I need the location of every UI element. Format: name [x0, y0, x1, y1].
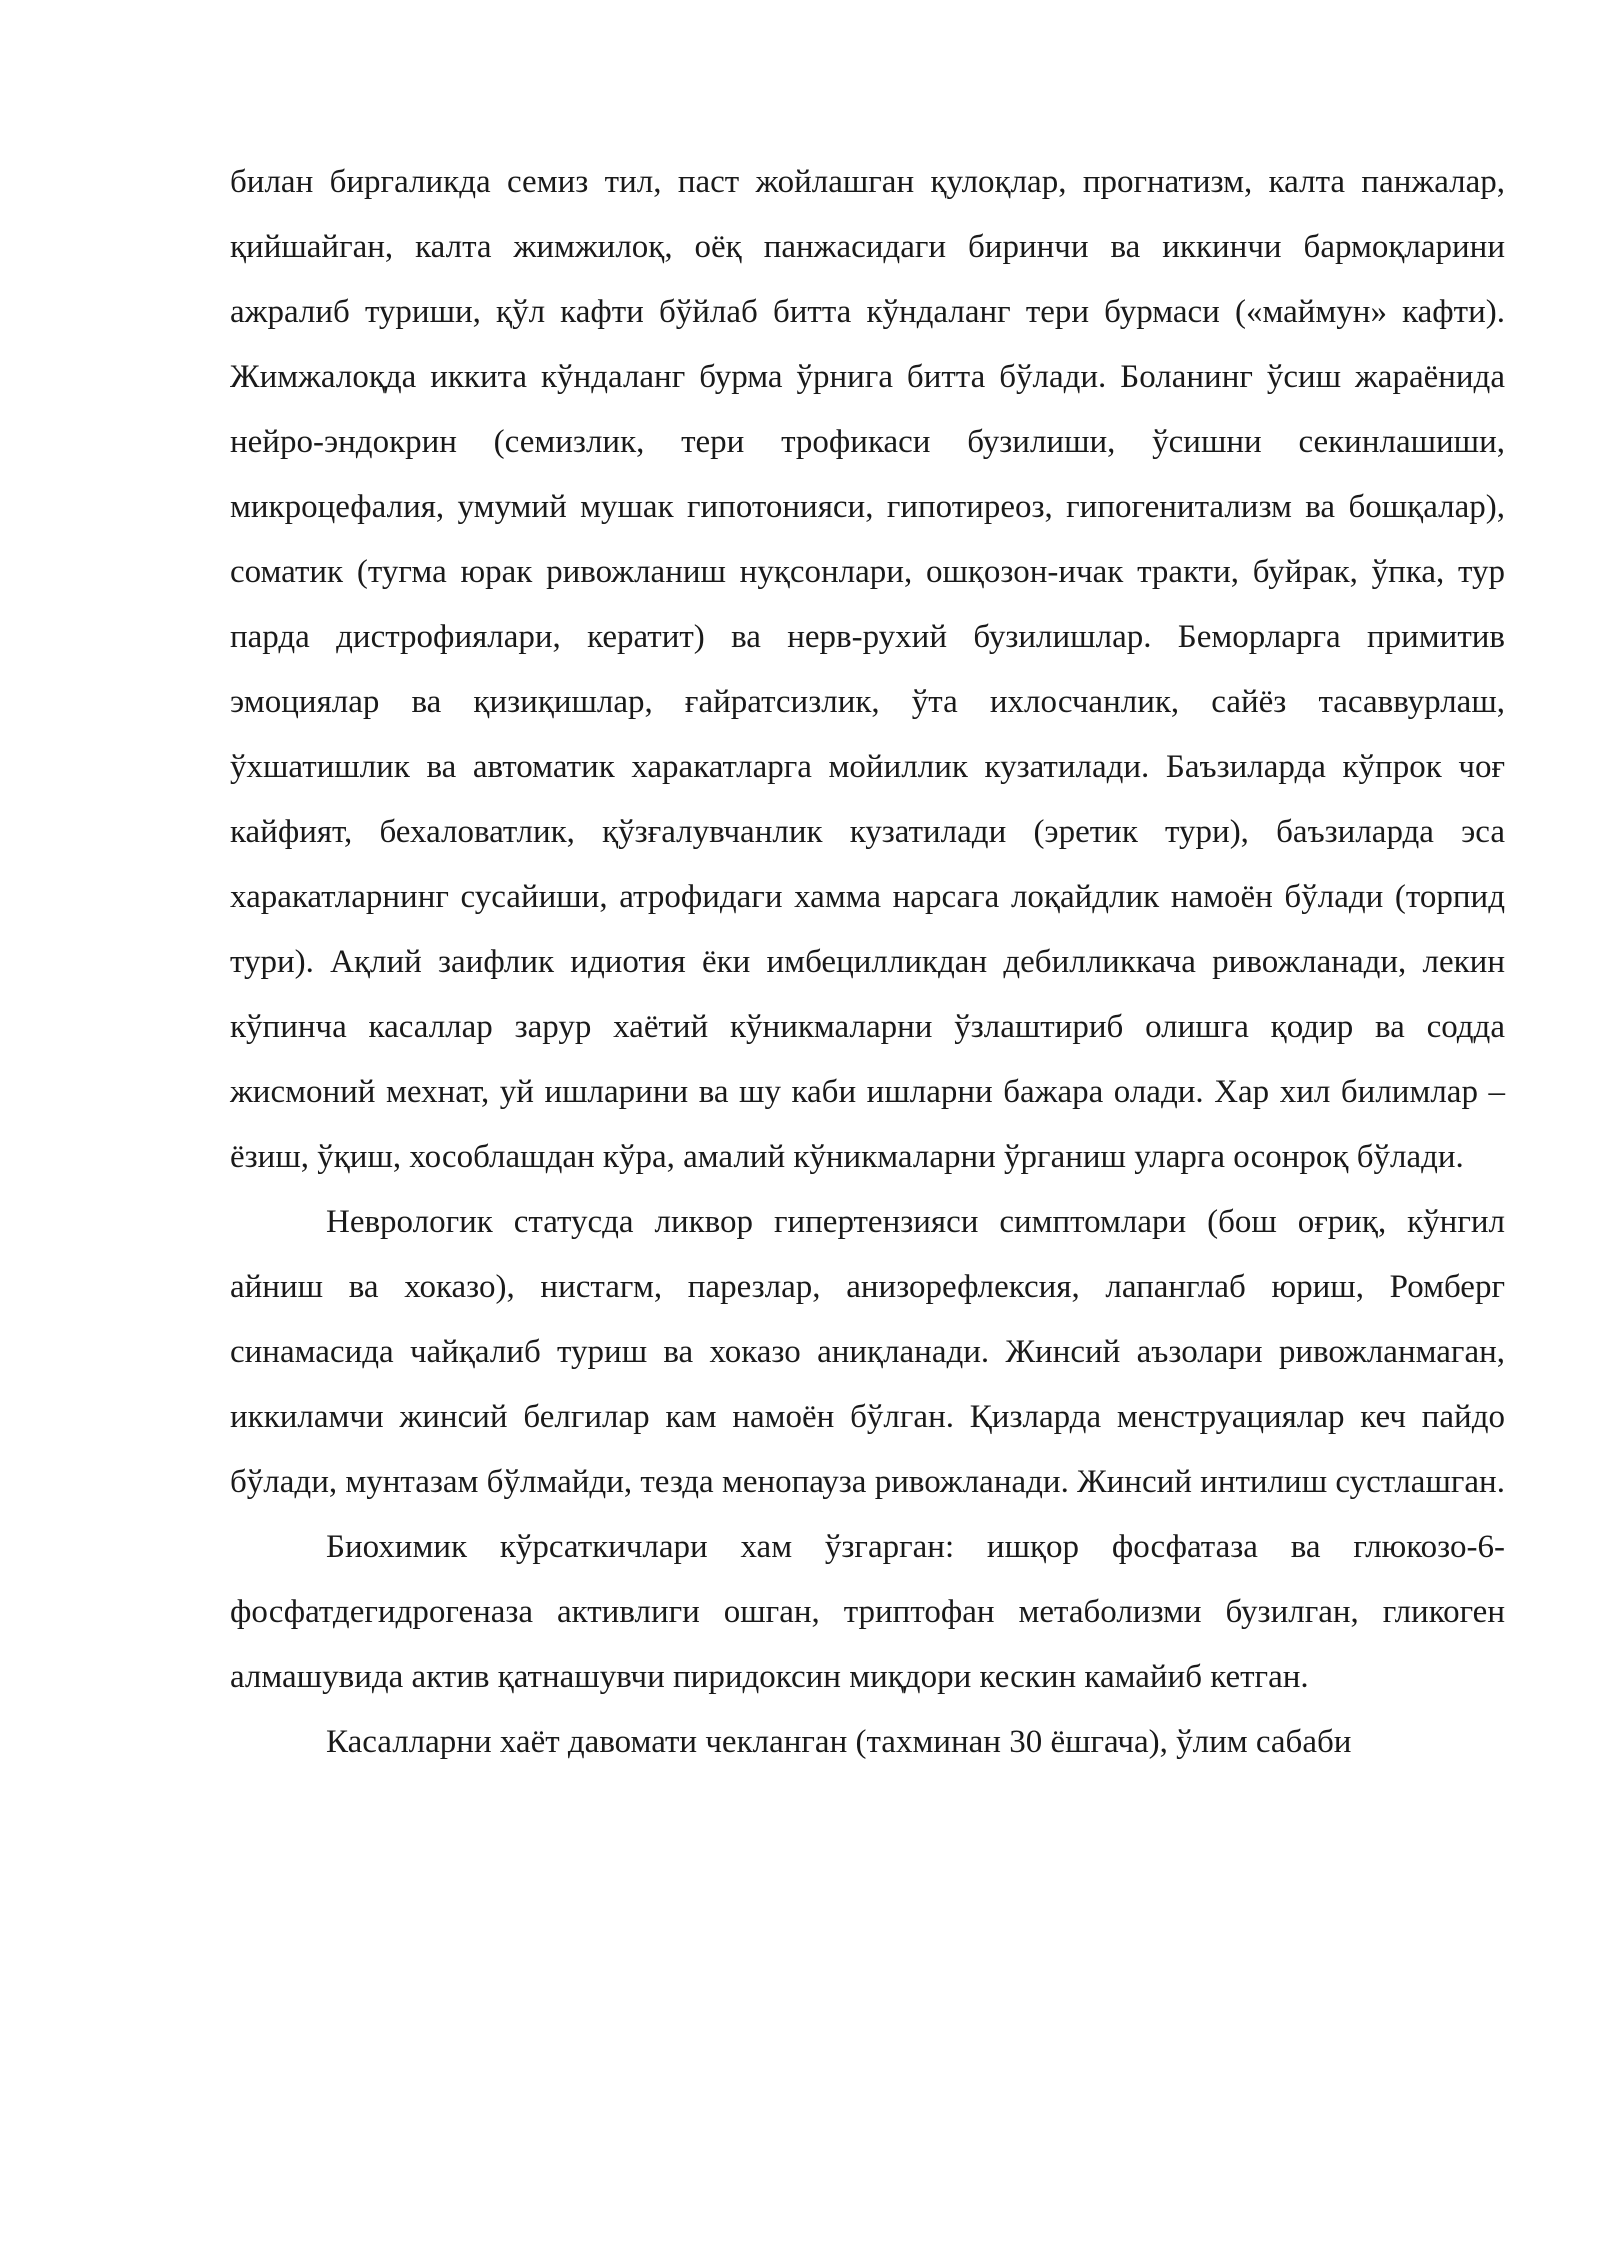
paragraph-biochemical-indicators: Биохимик кўрсаткичлари хам ўзгарган: ишқор фосфатаза ва глюкозо-6-фосфатдегидрогеназа активлиги ошган, триптофан метаболизми бузилган, гликоген алмашувида актив қатнашувчи пиридоксин миқдори кескин камайиб кетган.: [230, 1529, 1505, 1695]
document-body: [230, 150, 1505, 1775]
paragraph-neurological-status: Неврологик статусда ликвор гипертензияси симптомлари (бош оғриқ, кўнгил айниш ва хоказо), нистагм, парезлар, анизорефлексия, лапанглаб юриш, Ромберг синамасида чайқалиб туриш ва хоказо аниқланади. Жинсий аъзолари ривожланмаган, иккиламчи жинсий белгилар кам намоён бўлган. Қизларда менструациялар кеч пайдо бўлади, мунтазам бўлмайди, тезда менопауза ривожланади. Жинсий интилиш сустлашган.: [230, 1204, 1505, 1500]
paragraph-continuation: билан биргаликда семиз тил, паст жойлашган қулоқлар, прогнатизм, калта панжалар, қийшайган, калта жимжилоқ, оёқ панжасидаги биринчи ва иккинчи бармоқларини ажралиб туриши, қўл кафти бўйлаб битта кўндаланг тери бурмаси («маймун» кафти). Жимжалоқда иккита кўндаланг бурма ўрнига битта бўлади. Боланинг ўсиш жараёнида нейро-эндокрин (семизлик, тери трофикаси бузилиши, ўсишни секинлашиши, микроцефалия, умумий мушак гипотонияси, гипотиреоз, гипогенитализм ва бошқалар), соматик (тугма юрак ривожланиш нуқсонлари, ошқозон-ичак тракти, буйрак, ўпка, тур парда дистрофиялари, кератит) ва нерв-рухий бузилишлар. Беморларга примитив эмоциялар ва қизиқишлар, ғайратсизлик, ўта ихлосчанлик, сайёз тасаввурлаш, ўхшатишлик ва автоматик харакатларга мойиллик кузатилади. Баъзиларда кўпрок чоғ кайфият, бехаловатлик, қўзғалувчанлик кузатилади (эретик тури), баъзиларда эса харакатларнинг сусайиши, атрофидаги хамма нарсага лоқайдлик намоён бўлади (торпид тури). Ақлий заифлик идиотия ёки имбецилликдан дебилликкача ривожланади, лекин кўпинча касаллар зарур хаётий кўникмаларни ўзлаштириб олишга қодир ва содда жисмоний мехнат, уй ишларини ва шу каби ишларни бажара олади. Хар хил билимлар – ёзиш, ўқиш, хособлашдан кўра, амалий кўникмаларни ўрганиш уларга осонроқ бўлади.: [230, 164, 1505, 1175]
paragraph-life-expectancy: Касалларни хаёт давомати чекланган (тахминан 30 ёшгача), ўлим сабаби: [326, 1724, 1352, 1760]
